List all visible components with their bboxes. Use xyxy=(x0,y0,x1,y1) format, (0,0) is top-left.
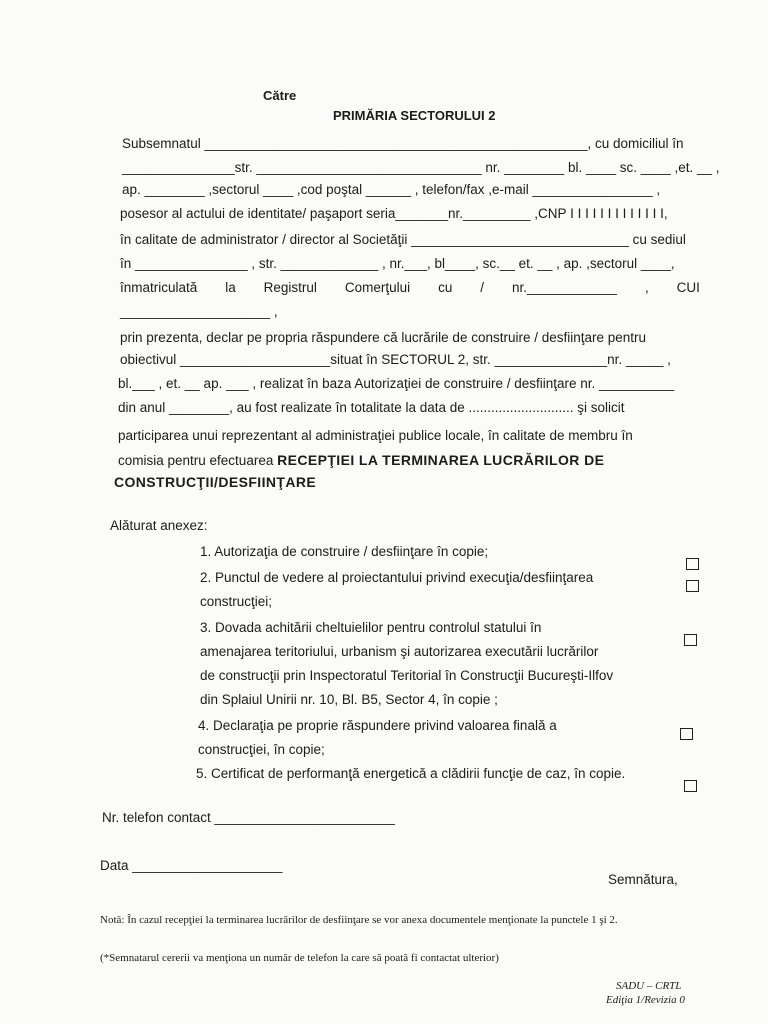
line-id-document: posesor al actului de identitate/ paşaport seria_______nr._________ ,CNP I I I I I I I I I I I I I, xyxy=(120,206,668,221)
registry-word: CUI xyxy=(676,280,700,295)
registry-word: Registrul xyxy=(263,280,317,295)
annex-checkbox-5[interactable] xyxy=(684,780,697,792)
annex-item-2: 2. Punctul de vedere al proiectantului privind execuţia/desfiinţarea xyxy=(200,570,594,585)
commission-text: comisia pentru efectuarea xyxy=(118,453,274,468)
annex-checkbox-3[interactable] xyxy=(684,634,697,646)
line-completion-date: din anul ________, au fost realizate în totalitate la data de ............................ şi solicit xyxy=(118,400,625,415)
line-address: _______________str. ______________________________ nr. ________ bl. ____ sc. ____ ,et. __ , xyxy=(122,160,720,175)
registry-word: cu xyxy=(438,280,453,295)
annex-checkbox-2[interactable] xyxy=(686,580,699,592)
line-objective: obiectivul ____________________situat în SECTORUL 2, str. _______________nr. _____ , xyxy=(120,352,671,367)
addressee-institution: PRIMĂRIA SECTORULUI 2 xyxy=(333,108,496,123)
line-declaration: prin prezenta, declar pe propria răspundere că lucrările de construire / desfiinţare pentru xyxy=(120,330,647,345)
addressee-label: Către xyxy=(263,88,297,103)
annex-item-3-cont: de construcţii prin Inspectoratul Teritorial în Construcţii Bucureşti-Ilfov xyxy=(200,668,614,683)
phone-contact-field[interactable]: Nr. telefon contact ________________________ xyxy=(102,810,395,825)
annex-item-4-cont: construcţiei, în copie; xyxy=(198,742,325,757)
registry-word: Comerţului xyxy=(344,280,411,295)
line-authorization: bl.___ , et. __ ap. ___ , realizat în baza Autorizaţiei de construire / desfiinţare nr. __________ xyxy=(118,376,675,391)
registry-word: / xyxy=(480,280,485,295)
line-cui: ____________________ , xyxy=(120,304,278,319)
registry-word: nr.____________ xyxy=(511,280,618,295)
line-commission xyxy=(118,452,604,469)
note-text: Notă: În cazul recepţiei la terminarea lucrărilor de desfiinţare se vor anexa documentele menţionate la punctele 1 şi 2. xyxy=(100,914,618,926)
annex-item-1: 1. Autorizaţia de construire / desfiinţare în copie; xyxy=(200,544,489,559)
annex-checkbox-1[interactable] xyxy=(686,558,699,570)
form-edition: Ediţia 1/Revizia 0 xyxy=(606,994,685,1006)
reception-title: RECEPŢIEI LA TERMINAREA LUCRĂRILOR DE xyxy=(277,452,605,468)
line-subsemnatul: Subsemnatul ___________________________________________________, cu domiciliul în xyxy=(122,136,684,151)
line-registry xyxy=(120,280,700,296)
line-company-address: în _______________ , str. _____________ , nr.___, bl____, sc.__ et. __ , ap. ,sectorul ____, xyxy=(120,256,675,271)
line-contact: ap. ________ ,sectorul ____ ,cod poştal ______ , telefon/fax ,e-mail ________________ , xyxy=(122,182,661,197)
annex-item-4: 4. Declaraţia pe proprie răspundere privind valoarea finală a xyxy=(198,718,557,733)
registry-word: la xyxy=(225,280,236,295)
registry-word: , xyxy=(644,280,649,295)
annex-checkbox-4[interactable] xyxy=(680,728,693,740)
annex-title: Alăturat anexez: xyxy=(110,518,208,533)
annex-item-3: 3. Dovada achitării cheltuielilor pentru controlul statului în xyxy=(200,620,542,635)
registry-word: înmatriculată xyxy=(120,280,198,295)
date-field[interactable]: Data ____________________ xyxy=(100,858,283,873)
reception-title-cont: CONSTRUCŢII/DESFIINŢARE xyxy=(114,474,317,490)
signature-label: Semnătura, xyxy=(608,872,678,887)
annex-item-2-cont: construcţiei; xyxy=(200,594,273,609)
form-code: SADU – CRTL xyxy=(616,980,682,992)
annex-item-3-cont: din Splaiul Unirii nr. 10, Bl. B5, Sector 4, în copie ; xyxy=(200,692,498,707)
signer-note: (*Semnatarul cererii va menţiona un număr de telefon la care să poată fi contactat ulterior) xyxy=(100,952,499,964)
annex-item-5: 5. Certificat de performanţă energetică a clădirii funcţie de caz, în copie. xyxy=(196,766,626,781)
line-participation: participarea unui reprezentant al administraţiei publice locale, în calitate de membru în xyxy=(118,428,633,443)
annex-item-3-cont: amenajarea teritoriului, urbanism şi autorizarea executării lucrărilor xyxy=(200,644,599,659)
line-company: în calitate de administrator / director al Societăţii _____________________________ cu sediul xyxy=(120,232,686,247)
